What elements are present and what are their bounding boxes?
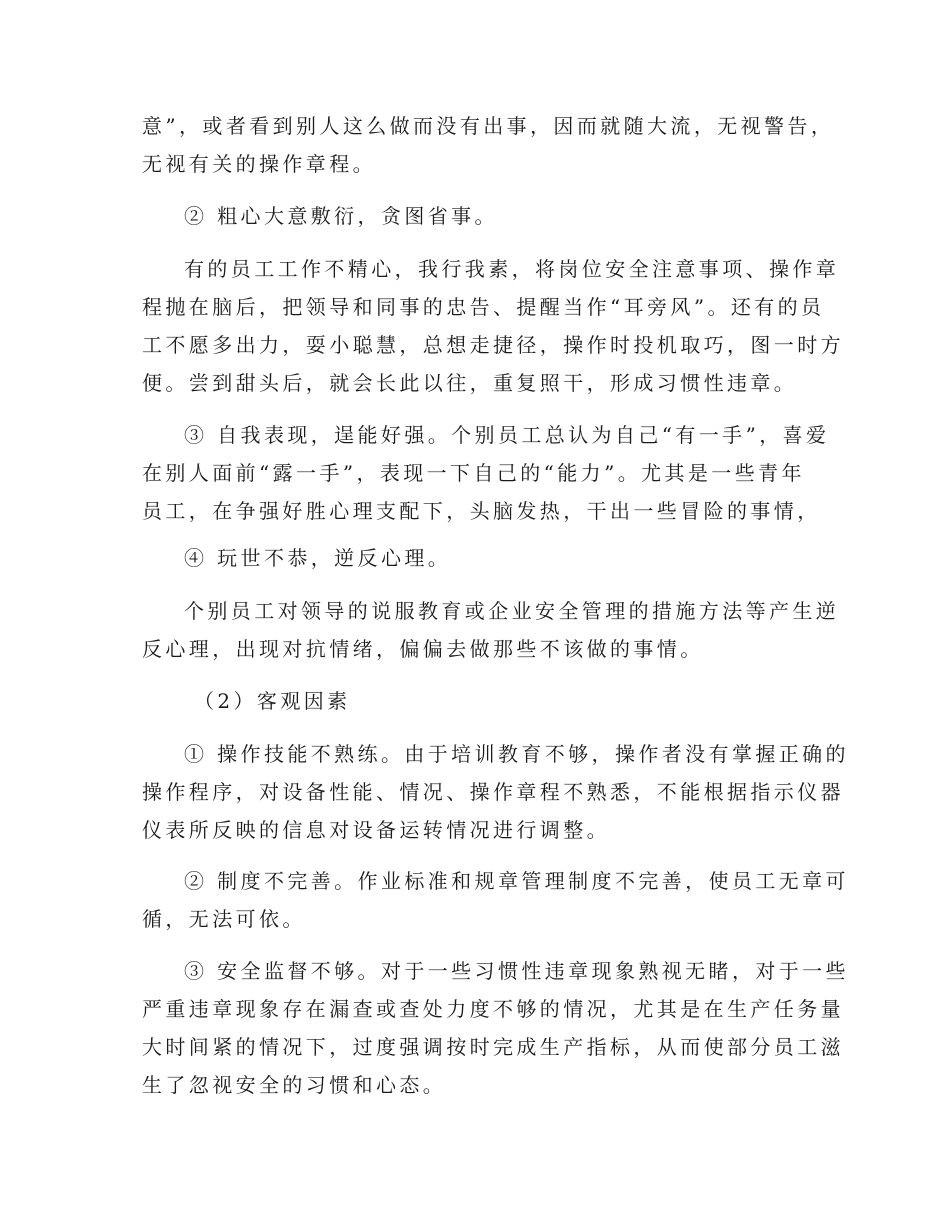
text-line: ③ 自我表现，逞能好强。个别员工总认为自己“有一手”，喜爱: [184, 423, 830, 447]
paragraph: [142, 416, 830, 530]
paragraph: [142, 107, 835, 183]
text-line: 程抛在脑后，把领导和同事的忠告、提醒当作“耳旁风”。还有的员: [142, 295, 825, 319]
text-line: 操作程序，对设备性能、情况、操作章程不熟悉，不能根据指示仪器: [142, 780, 844, 804]
text-line: 员工，在争强好胜心理支配下，头脑发热，干出一些冒险的事情，: [142, 499, 821, 523]
paragraph: [142, 862, 849, 938]
text-line: ① 操作技能不熟练。由于培训教育不够，操作者没有掌握正确的: [184, 742, 849, 766]
subheading: ④ 玩世不恭，逆反心理。: [184, 546, 452, 570]
paragraph: [142, 952, 849, 1104]
text-line: 工不愿多出力，耍小聪慧，总想走捷径，操作时投机取巧，图一时方: [142, 333, 844, 357]
text-line: 生了忽视安全的习惯和心态。: [142, 1073, 447, 1097]
text-line: ③ 安全监督不够。对于一些习惯性违章现象熟视无睹，对于一些: [184, 959, 849, 983]
section-heading: （2）客观因素: [194, 689, 351, 713]
text-line: 无视有关的操作章程。: [142, 152, 376, 176]
paragraph: [142, 539, 807, 577]
text-line: 反心理，出现对抗情绪，偏偏去做那些不该做的事情。: [142, 637, 704, 661]
paragraph: [142, 197, 807, 235]
paragraph: [142, 250, 844, 402]
text-line: 便。尝到甜头后，就会长此以往，重复照干，形成习惯性违章。: [142, 371, 798, 395]
paragraph: [142, 735, 849, 849]
text-line: 意”，或者看到别人这么做而没有出事，因而就随大流，无视警告，: [142, 114, 835, 138]
text-line: 有的员工工作不精心，我行我素，将岗位安全注意事项、操作章: [184, 257, 840, 281]
paragraph: [142, 682, 807, 720]
text-line: 严重违章现象存在漏查或查处力度不够的情况，尤其是在生产任务量: [142, 997, 844, 1021]
text-line: 循，无法可依。: [142, 907, 306, 931]
text-line: 大时间紧的情况下，过度强调按时完成生产指标，从而使部分员工滋: [142, 1035, 844, 1059]
text-line: 个别员工对领导的说服教育或企业安全管理的措施方法等产生逆: [184, 599, 840, 623]
paragraph: [142, 592, 840, 668]
text-line: 在别人面前“露一手”，表现一下自己的“能力”。尤其是一些青年: [142, 461, 805, 485]
subheading: ② 粗心大意敷衍，贪图省事。: [184, 204, 498, 228]
text-line: ② 制度不完善。作业标准和规章管理制度不完善，使员工无章可: [184, 869, 849, 893]
text-line: 仪表所反映的信息对设备运转情况进行调整。: [142, 818, 610, 842]
